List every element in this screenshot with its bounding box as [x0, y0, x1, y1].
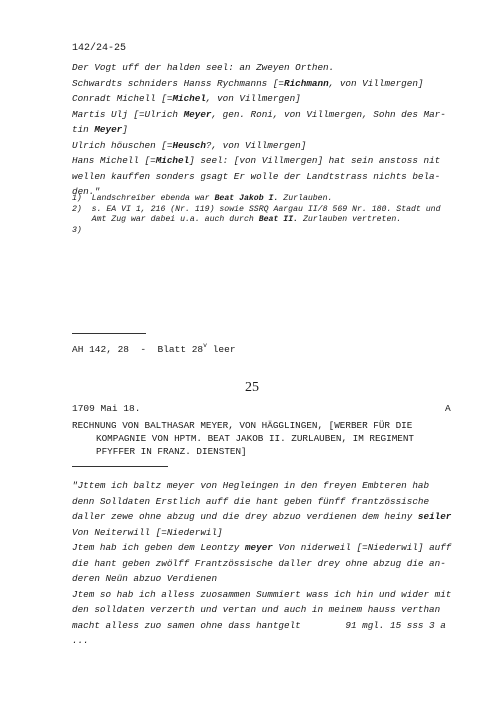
text-line: deren Neün abzuo Verdienen: [72, 573, 218, 584]
blatt-text: AH 142, 28 - Blatt 28: [72, 344, 204, 355]
title-divider: [72, 466, 168, 467]
footnotes: [72, 194, 462, 236]
text-line: den solldaten verzerth und vertan und auch in meinem hauss verthan: [72, 604, 441, 615]
blatt-verso: v: [203, 342, 208, 349]
text-line: macht alless zuo samen ohne dass hantgelt 91 mgl. 15 sss 3 a: [72, 619, 446, 631]
document-number: 25: [245, 380, 259, 395]
text-line: Hans Michell [=Michel] seel: [von Villmergen] hat sein anstoss nit: [72, 155, 441, 166]
text-line: "Jttem ich baltz meyer von Hegleingen in den freyen Embteren hab: [72, 480, 430, 491]
text-line: tin Meyer]: [72, 124, 128, 135]
text-line: Von Neiterwill [=Niederwil]: [72, 526, 223, 538]
blatt-status: leer: [207, 344, 236, 355]
text-line: Ulrich höuschen [=Heusch?, von Villmergen]: [72, 139, 307, 151]
title-line: RECHNUNG VON BALTHASAR MEYER, VON HÄGGLINGEN, [WERBER FÜR DIE: [72, 420, 413, 431]
text-line: 1) Landschreiber ebenda war Beat Jakob I. Zurlauben.: [72, 194, 333, 203]
text-line: daller zewe ohne abzug und die drey abzuo verdienen dem heiny seiler: [72, 511, 452, 522]
title-line: KOMPAGNIE VON HPTM. BEAT JAKOB II. ZURLAUBEN, IM REGIMENT: [96, 433, 415, 444]
text-line: wellen kauffen sonders gsagt Er wolle der Landtstrass nichts bela-: [72, 170, 441, 182]
document-date: 1709 Mai 18.: [72, 403, 141, 414]
text-line: Jtem so hab ich alless zuosammen Summiert wass ich hin und wider mit: [72, 588, 452, 600]
text-line: Jtem hab ich geben dem Leontzy meyer Von niderweil [=Niederwil] auff: [72, 542, 452, 553]
text-line: 2) s. EA VI 1, 216 (Nr. 119) sowie SSRQ Aargau II/8 569 Nr. 180. Stadt und: [72, 204, 441, 214]
text-line: Amt Zug war dabei u.a. auch durch Beat II. Zurlauben vertreten.: [72, 215, 402, 224]
document-25-text: [72, 478, 472, 649]
document-24-text: [72, 60, 462, 200]
text-line: Schwardts schniders Hanss Rychmanns [=Richmann, von Villmergen]: [72, 77, 424, 89]
document-letter: A: [445, 403, 451, 414]
text-line: den.": [72, 186, 100, 197]
text-line: Der Vogt uff der halden seel: an Zweyen Orthen.: [72, 62, 335, 73]
text-line: Martis Ulj [=Ulrich Meyer, gen. Roni, von Villmergen, Sohn des Mar-: [72, 108, 446, 120]
footnote-divider: [72, 333, 146, 334]
text-line: ...: [72, 635, 89, 646]
title-line: PFYFFER IN FRANZ. DIENSTEN]: [96, 446, 247, 457]
text-line: 3): [72, 225, 82, 235]
text-line: Conradt Michell [=Michel, von Villmergen]: [72, 93, 301, 104]
document-25-title: [72, 419, 472, 458]
page-reference: 142/24-25: [72, 43, 127, 54]
blatt-note: [72, 342, 236, 355]
text-line: denn Solldaten Erstlich auff die hant geben fünff frantzössische: [72, 495, 430, 507]
text-line: die hant geben zwölff Frantzössische daller drey ohne abzug die an-: [72, 557, 446, 569]
